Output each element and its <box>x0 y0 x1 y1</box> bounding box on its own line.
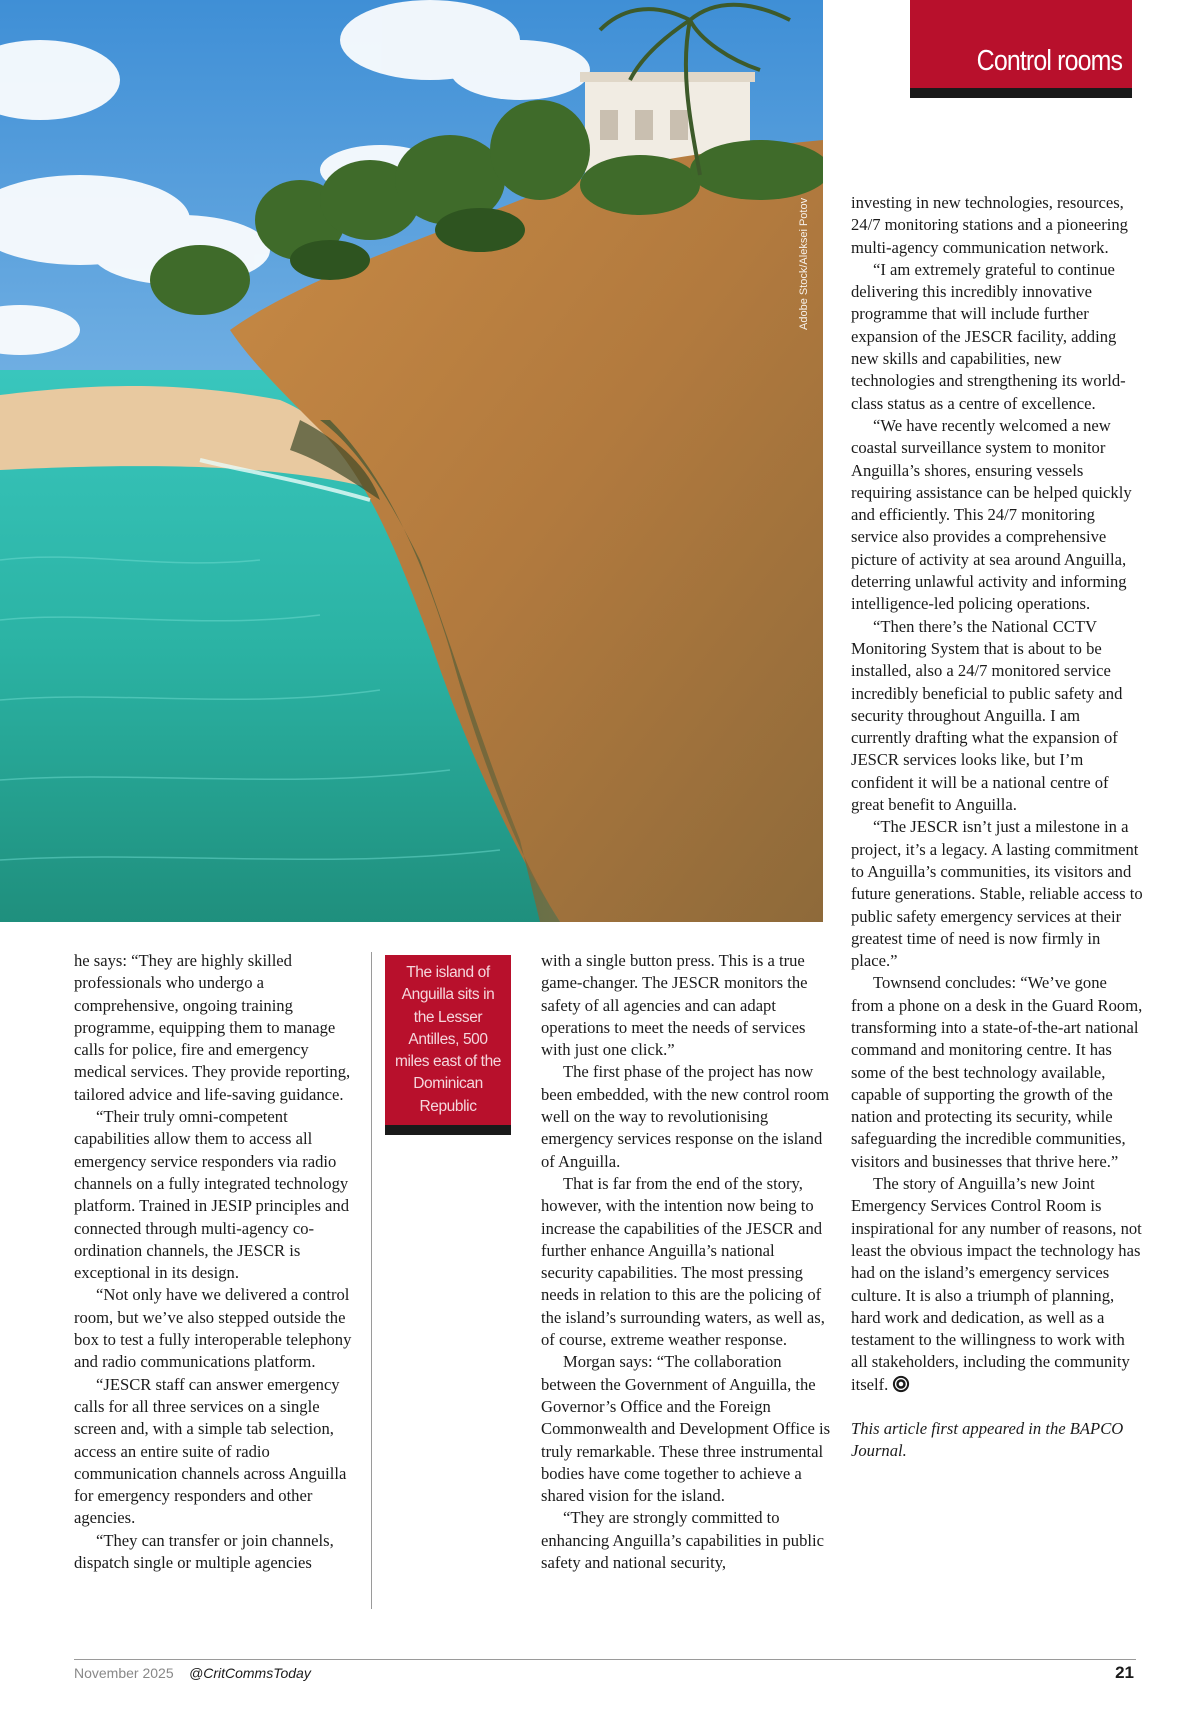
paragraph: “Not only have we delivered a control room, but we’ve also stepped outside the box to test a fully interoperable telephony and radio communications platform. <box>74 1285 352 1372</box>
paragraph: “They are strongly committed to enhancing Anguilla’s capabilities in public safety and national security, <box>541 1508 824 1573</box>
photo-illustration <box>0 0 823 922</box>
footer-rule <box>74 1659 1136 1660</box>
paragraph: That is far from the end of the story, however, with the intention now being to increase the capabilities of the JESCR and further enhance Anguilla’s national security capabilities. The most pressing needs in relation to this are the policing of the island’s surrounding waters, as well as, of course, extreme weather response. <box>541 1173 825 1350</box>
paragraph: “I am extremely grateful to continue delivering this incredibly innovative programme that will include further expansion of the JESCR facility, adding new skills and capabilities, new technologies and strengthening its world-class status as a centre of excellence. <box>851 259 1126 413</box>
section-tab-rule <box>910 88 1132 98</box>
article-column-3 <box>851 192 1143 1463</box>
paragraph: “Then there’s the National CCTV Monitoring System that is about to be installed, also a 24/7 monitored service incredibly beneficial to public safety and security throughout Anguilla. I am currently drafting what the expansion of JESCR services looks like, but I’m confident it will be a national centre of great benefit to Anguilla. <box>851 616 1123 815</box>
page-number: 21 <box>1115 1663 1134 1682</box>
photo-caption-box <box>385 955 511 1125</box>
anguilla-cliff-photo <box>0 0 823 922</box>
paragraph: “We have recently welcomed a new coastal surveillance system to monitor Anguilla’s shores, ensuring vessels requiring assistance can be helped quickly and efficiently. This 24/7 monitoring service also provides a comprehensive picture of activity at sea around Anguilla, deterring unlawful activity and informing intelligence-led policing operations. <box>851 415 1132 614</box>
closing-paragraph <box>851 1173 1143 1396</box>
paragraph: “They can transfer or join channels, dispatch single or multiple agencies <box>74 1530 334 1573</box>
paragraph: investing in new technologies, resources, 24/7 monitoring stations and a pioneering multi-agency communication network. <box>851 193 1128 257</box>
paragraph: “The JESCR isn’t just a milestone in a project, it’s a legacy. A lasting commitment to Anguilla’s communities, its visitors and future generations. Stable, reliable access to public safety emergency services at their greatest time of need is now firmly in place.” <box>851 817 1143 971</box>
section-tab <box>910 0 1132 88</box>
section-title: Control rooms <box>976 45 1122 77</box>
footer-handle: @CritCommsToday <box>189 1665 311 1681</box>
paragraph: Townsend concludes: “We’ve gone from a phone on a desk in the Guard Room, transforming into a state-of-the-art national command and monitoring centre. It has some of the best technology available, capable of supporting the growth of the nation and protecting its security, while safeguarding the incredible communities, visitors and businesses that thrive here.” <box>851 973 1143 1171</box>
paragraph-text: The story of Anguilla’s new Joint Emergency Services Control Room is inspirational for any number of reasons, not least the obvious impact the technology has had on the island’s emergency services culture. It is also a triumph of planning, hard work and dedication, as well as a testament to the willingness to work with all stakeholders, including the community itself. <box>851 1174 1142 1394</box>
article-column-1 <box>74 950 364 1574</box>
photo-credit: Adobe Stock/Aleksei Potov <box>798 197 810 330</box>
paragraph: “Their truly omni-competent capabilities allow them to access all emergency service responders via radio channels on a fully integrated technology platform. Trained in JESIP principles and connected through multi-agency co-ordination channels, the JESCR is exceptional in its design. <box>74 1107 350 1283</box>
photo-caption: The island of Anguilla sits in the Lesser Antilles, 500 miles east of the Dominican Republic <box>394 964 502 1115</box>
article-column-2 <box>541 950 831 1574</box>
paragraph: Morgan says: “The collaboration between the Government of Anguilla, the Governor’s Office and the Foreign Commonwealth and Development Office is truly remarkable. These three instrumental bodies have come together to achieve a shared vision for the island. <box>541 1352 831 1506</box>
column-divider <box>371 952 372 1609</box>
caption-rule <box>385 1125 511 1135</box>
paragraph: “JESCR staff can answer emergency calls for all three services on a single screen and, with a simple tab selection, access an entire suite of radio communication channels across Anguilla for emergency responders and other agencies. <box>74 1374 347 1528</box>
footer-date: November 2025 <box>74 1665 174 1681</box>
paragraph: he says: “They are highly skilled professionals who undergo a comprehensive, ongoing training programme, equipping them to manage calls for police, fire and emergency medical services. They provide reporting, tailored advice and life-saving guidance. <box>74 951 351 1104</box>
paragraph: The first phase of the project has now been embedded, with the new control room well on the way to revolutionising emergency services response on the island of Anguilla. <box>541 1062 830 1171</box>
circle-end-icon <box>892 1375 910 1393</box>
footnote: This article first appeared in the BAPCO Journal. <box>851 1419 1124 1461</box>
paragraph: with a single button press. This is a true game-changer. The JESCR monitors the safety of all agencies and can adapt operations to meet the needs of services with just one click.” <box>541 951 808 1060</box>
